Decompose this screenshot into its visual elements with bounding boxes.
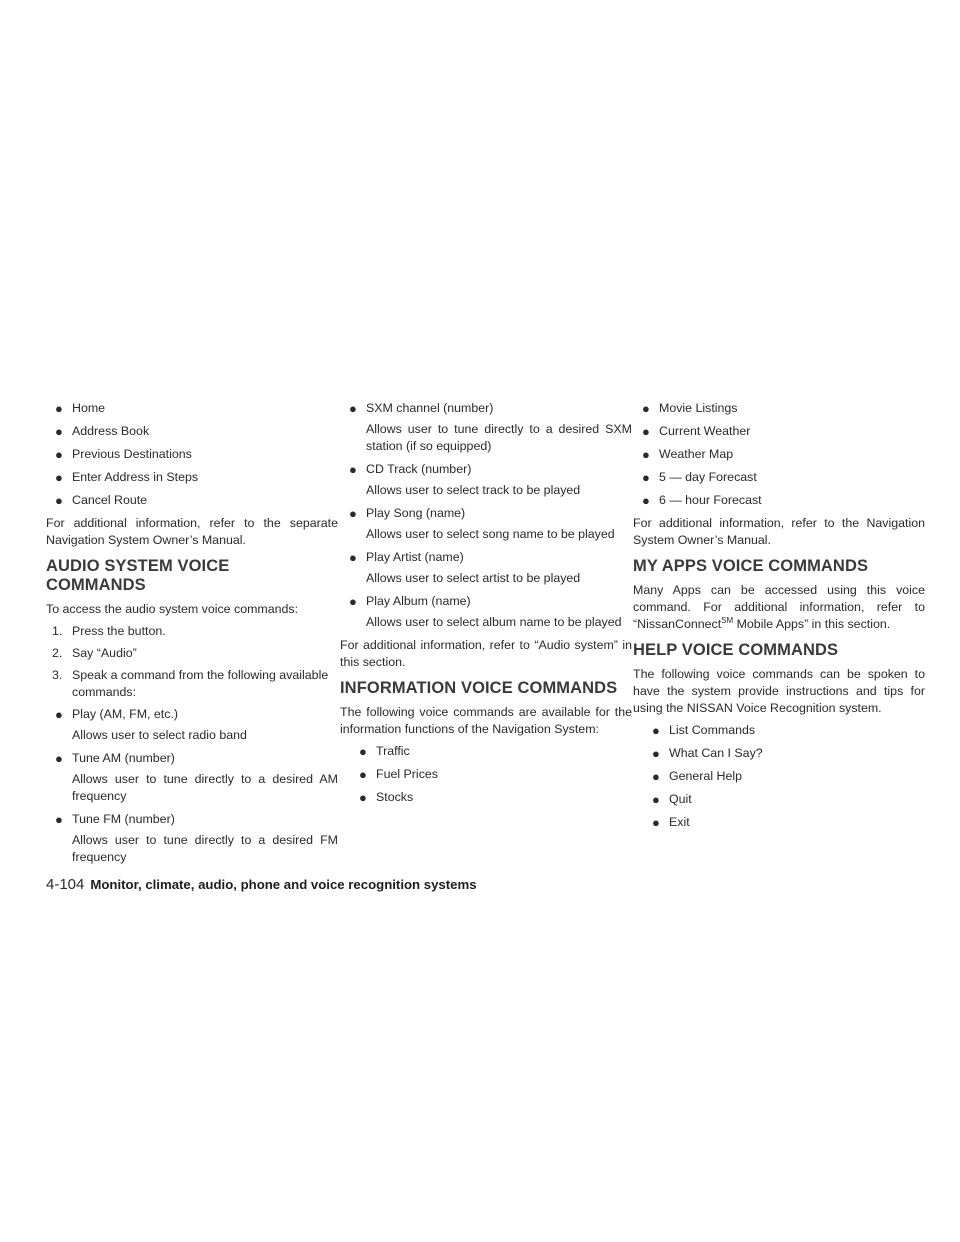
bullet-icon: ●	[55, 424, 63, 439]
bullet-icon: ●	[652, 792, 660, 807]
column-3	[633, 400, 925, 837]
list-item: ● List Commands	[652, 723, 756, 738]
bullet-icon: ●	[55, 751, 63, 766]
step-item: 2. Say “Audio”	[52, 646, 137, 660]
command-item: ● SXM channel (number)	[349, 401, 494, 416]
bullet-icon: ●	[55, 707, 63, 722]
list-item: ● General Help	[652, 769, 743, 784]
page-footer	[46, 876, 906, 898]
page-number: 4-104	[46, 876, 85, 893]
list-item: ● Current Weather	[642, 424, 751, 439]
bullet-icon: ●	[642, 401, 650, 416]
bullet-icon: ●	[55, 447, 63, 462]
audio-heading: AUDIO SYSTEM VOICE COMMANDS	[46, 557, 230, 594]
bullet-icon: ●	[652, 815, 660, 830]
info-note: For additional information, refer to the Navigation System Owner’s Manual.	[633, 516, 925, 547]
bullet-icon: ●	[359, 744, 367, 759]
audio-intro: To access the audio system voice commands:	[46, 602, 299, 616]
bullet-icon: ●	[349, 550, 357, 565]
list-item: ● Quit	[652, 792, 692, 807]
apps-text: Many Apps can be accessed using this voice command. For additional information, refer to “NissanConnect℠ Mobile Apps” in this section.	[633, 583, 925, 631]
bullet-icon: ●	[652, 746, 660, 761]
bullet-icon: ●	[349, 462, 357, 477]
step-item: 3. Speak a command from the following available commands:	[52, 668, 329, 699]
chapter-title: Monitor, climate, audio, phone and voice recognition systems	[90, 877, 477, 892]
help-heading: HELP VOICE COMMANDS	[633, 641, 839, 659]
bullet-icon: ●	[349, 506, 357, 521]
bullet-icon: ●	[359, 767, 367, 782]
apps-heading: MY APPS VOICE COMMANDS	[633, 557, 869, 575]
audio-note: For additional information, refer to “Audio system” in this section.	[340, 638, 632, 669]
bullet-icon: ●	[359, 790, 367, 805]
bullet-icon: ●	[642, 424, 650, 439]
command-description: Allows user to select song name to be played	[366, 527, 615, 541]
bullet-icon: ●	[55, 493, 63, 508]
list-item: ● Home	[55, 401, 106, 416]
command-description: Allows user to tune directly to a desired SXM station (if so equipped)	[366, 422, 632, 453]
bullet-icon: ●	[349, 594, 357, 609]
info-intro: The following voice commands are available for the information functions of the Navigation System:	[340, 705, 632, 736]
bullet-icon: ●	[349, 401, 357, 416]
bullet-icon: ●	[642, 493, 650, 508]
command-description: Allows user to select radio band	[72, 728, 247, 742]
list-item: ● What Can I Say?	[652, 746, 763, 761]
command-description: Allows user to tune directly to a desired FM frequency	[72, 833, 338, 864]
list-item: ● Exit	[652, 815, 690, 830]
list-item: ● Enter Address in Steps	[55, 470, 199, 485]
list-item: ● 5 — day Forecast	[642, 470, 757, 485]
command-description: Allows user to select artist to be played	[366, 571, 581, 585]
list-item: ● Weather Map	[642, 447, 734, 462]
info-heading: INFORMATION VOICE COMMANDS	[340, 679, 618, 697]
bullet-icon: ●	[55, 812, 63, 827]
column-2	[340, 400, 632, 812]
list-item: ● Traffic	[359, 744, 410, 759]
command-item: ● Play Artist (name)	[349, 550, 464, 565]
bullet-icon: ●	[642, 470, 650, 485]
command-description: Allows user to select track to be played	[366, 483, 581, 497]
command-item: ● Tune FM (number)	[55, 812, 175, 827]
step-item: 1. Press the button.	[52, 624, 166, 638]
list-item: ● Fuel Prices	[359, 767, 438, 782]
list-item: ● Cancel Route	[55, 493, 148, 508]
nav-note: For additional information, refer to the separate Navigation System Owner’s Manual.	[46, 516, 338, 547]
command-item: ● Play Song (name)	[349, 506, 466, 521]
command-description: Allows user to select album name to be played	[366, 615, 622, 629]
list-item: ● 6 — hour Forecast	[642, 493, 762, 508]
command-item: ● Play (AM, FM, etc.)	[55, 707, 179, 722]
help-intro: The following voice commands can be spoken to have the system provide instructions and tips for using the NISSAN Voice Recognition system.	[633, 667, 925, 715]
bullet-icon: ●	[642, 447, 650, 462]
bullet-icon: ●	[652, 769, 660, 784]
list-item: ● Movie Listings	[642, 401, 738, 416]
list-item: ● Address Book	[55, 424, 150, 439]
bullet-icon: ●	[652, 723, 660, 738]
command-item: ● Tune AM (number)	[55, 751, 175, 766]
column-1	[46, 400, 338, 872]
command-description: Allows user to tune directly to a desired AM frequency	[72, 772, 338, 803]
command-item: ● CD Track (number)	[349, 462, 472, 477]
command-item: ● Play Album (name)	[349, 594, 471, 609]
list-item: ● Stocks	[359, 790, 414, 805]
list-item: ● Previous Destinations	[55, 447, 192, 462]
bullet-icon: ●	[55, 470, 63, 485]
bullet-icon: ●	[55, 401, 63, 416]
